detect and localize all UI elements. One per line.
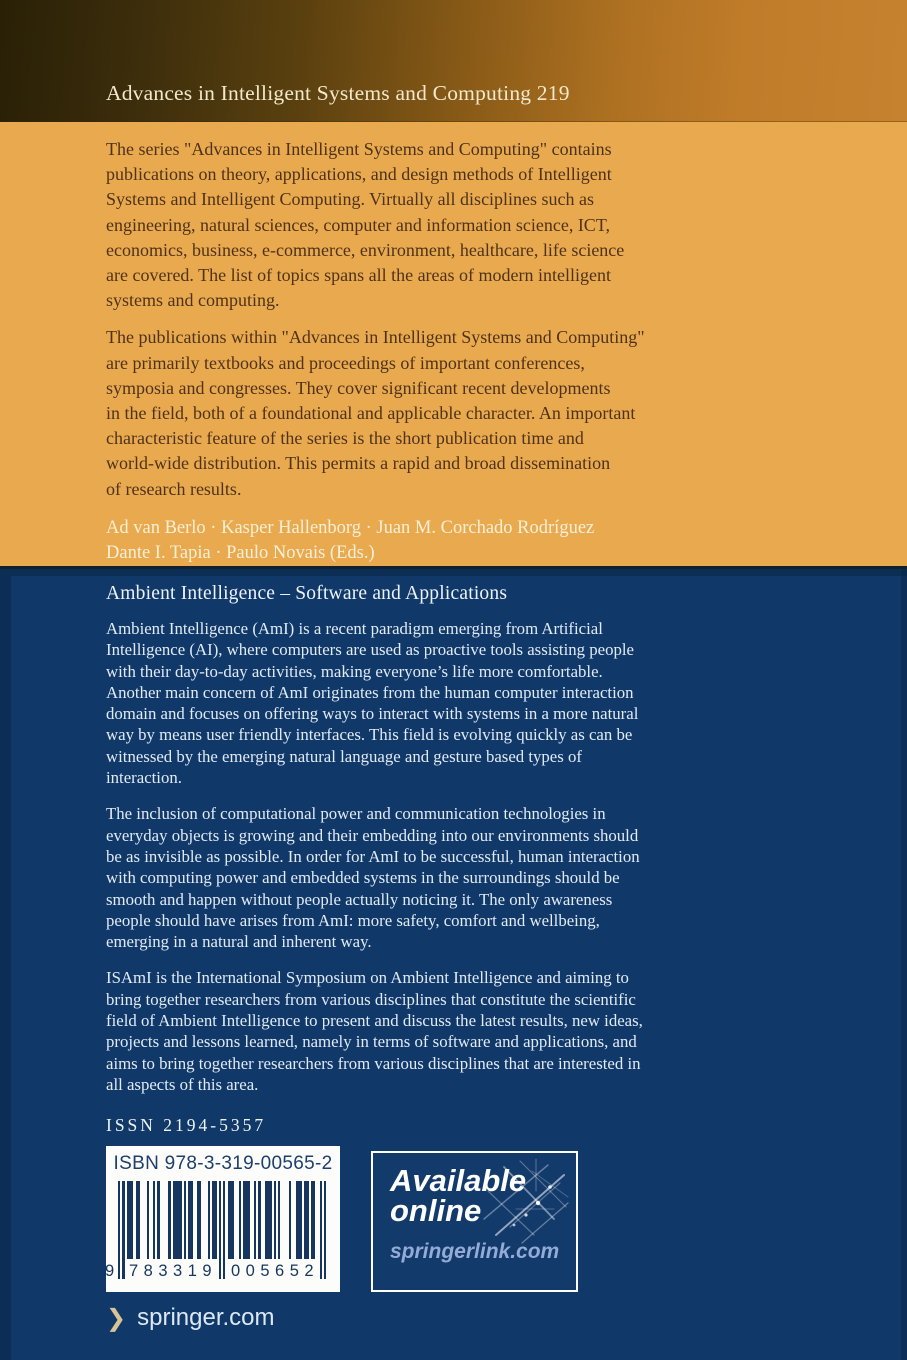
series-paragraph-2: The publications within "Advances in Intelligent Systems and Computing" are primarily textbooks and proceedings of important conferences, symposia and congresses. They cover significant recent developments in the field, both of a foundational and applicable character. An important characteristic feature of the series is the short publication time and world-wide distribution. This permits a rapid and broad dissemination of research results.: [106, 327, 645, 499]
isbn-barcode-box: [106, 1146, 340, 1292]
available-online-box: [371, 1151, 578, 1292]
bottom-boxes-row: [106, 1146, 907, 1292]
available-online-label: Available online: [390, 1163, 527, 1229]
series-title: Advances in Intelligent Systems and Computing 219: [106, 81, 570, 105]
book-title: Ambient Intelligence – Software and Applications: [106, 583, 508, 604]
ean13-barcode: [105, 1181, 328, 1281]
editors-names: Ad van Berlo · Kasper Hallenborg · Juan M. Corchado Rodríguez Dante I. Tapia · Paulo Novais (Eds.): [106, 517, 595, 563]
barcode-digit-lead: 9: [105, 1262, 115, 1281]
springerlink-url: springerlink.com: [390, 1240, 560, 1264]
series-paragraph-1: The series "Advances in Intelligent Systems and Computing" contains publications on theory, applications, and design methods of Intelligent Systems and Intelligent Computing. Virtually all disciplines such as engineering, natural sciences, computer and information science, ICT, economics, business, e-commerce, environment, healthcare, life science are covered. The list of topics spans all the areas of modern intelligent systems and computing.: [106, 139, 625, 311]
publisher-footer: [106, 1304, 907, 1332]
book-paragraph-2: The inclusion of computational power and communication technologies in everyday objects is growing and their embedding into our environments should be as invisible as possible. In order for AmI to be successful, human interaction with computing power and embedded systems in the surroundings should be smooth and happen without people actually noticing it. The only awareness people should have arises from AmI: more safety, comfort and wellbeing, emerging in a natural and inherent way.: [106, 804, 640, 952]
chevron-right-icon: ❯: [106, 1304, 127, 1333]
springer-url: springer.com: [137, 1304, 275, 1332]
sparkle-icon: [476, 1157, 572, 1245]
series-section: [0, 122, 907, 566]
barcode-bars: [118, 1181, 326, 1198]
isbn-number: ISBN 978-3-319-00565-2: [113, 1153, 333, 1175]
book-section: [0, 566, 907, 1360]
issn-number: ISSN 2194-5357: [106, 1115, 267, 1136]
book-paragraph-3: ISAmI is the International Symposium on Ambient Intelligence and aiming to bring together researchers from various disciplines that constitute the scientific field of Ambient Intelligence to present and discuss the latest results, new ideas, projects and lessons learned, namely in terms of software and applications, and aims to bring together researchers from various disciplines that are interested in all aspects of this area.: [106, 968, 643, 1094]
series-banner: [0, 0, 907, 122]
barcode-digits-left-group: 783319: [129, 1262, 218, 1281]
book-paragraph-1: Ambient Intelligence (AmI) is a recent paradigm emerging from Artificial Intelligence (AI), where computers are used as proactive tools assisting people with their day-to-day activities, making everyone’s life more comfortable. Another main concern of AmI originates from the human computer interaction domain and focuses on offering ways to interact with systems in a more natural way by means user friendly interfaces. This field is evolving quickly as can be witnessed by the emerging natural language and gesture based types of interaction.: [106, 619, 639, 788]
barcode-digits-right-group: 005652: [231, 1262, 320, 1281]
